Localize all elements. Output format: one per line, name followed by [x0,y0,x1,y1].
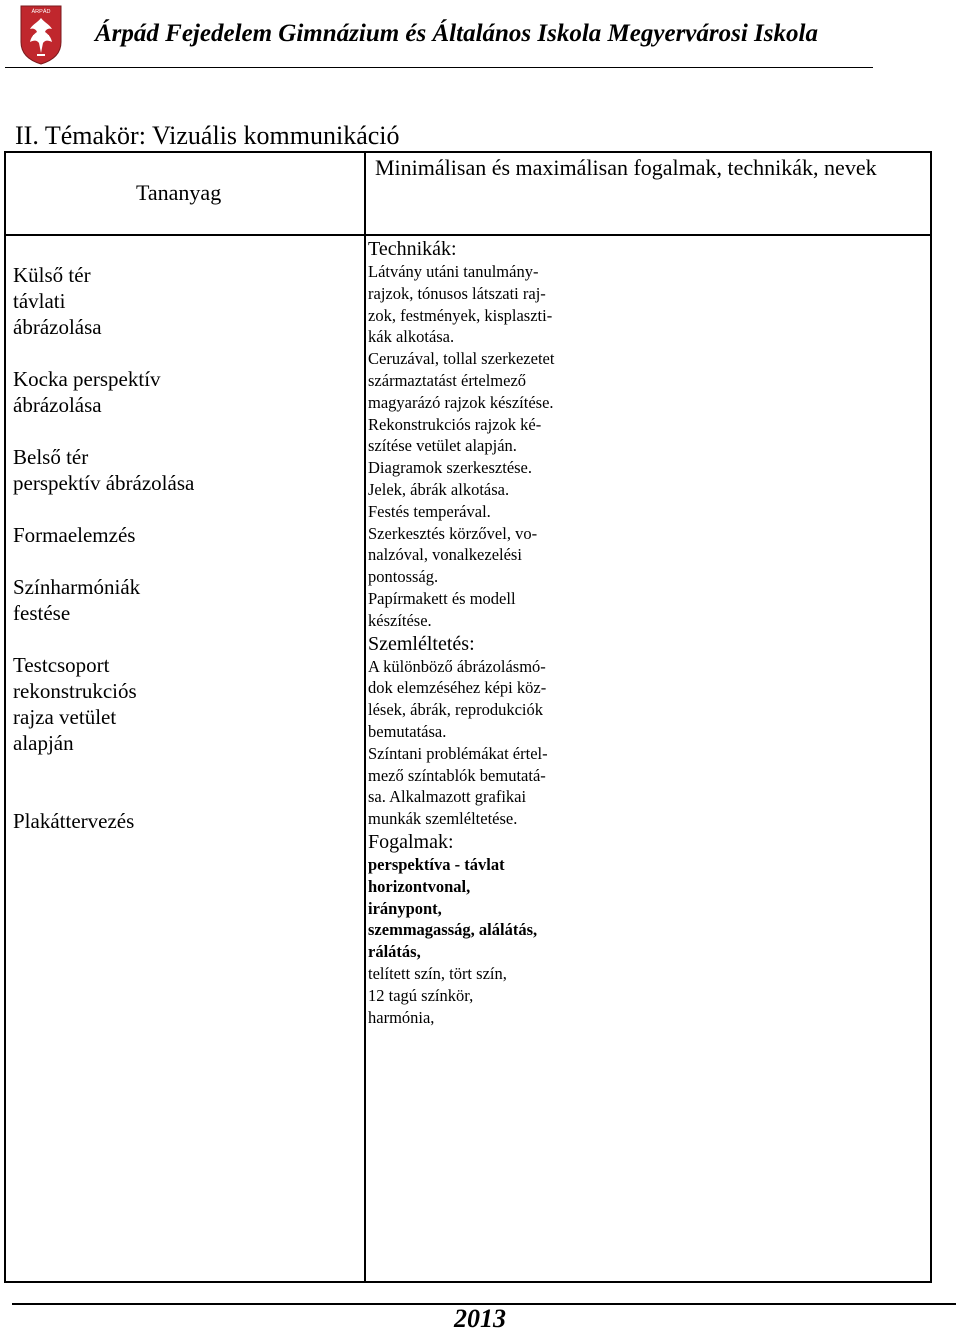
topic-item: Külső tér távlati ábrázolása [13,263,102,339]
szemleltetes-text [368,656,928,830]
technikak-text [368,261,928,632]
text-line: készítése. [368,610,432,630]
text-line: dok elemzéséhez képi köz- [368,678,547,698]
text-line: munkák szemléltetése. [368,809,518,829]
topic-item: Belső tér perspektív ábrázolása [13,445,195,495]
header-divider [5,67,873,68]
fogalmak-heading: Fogalmak: [368,830,454,853]
topic-item: Formaelemzés [13,523,136,547]
footer-year: 2013 [454,1304,506,1333]
text-line: lések, ábrák, reprodukciók [368,700,544,720]
technikak-heading: Technikák: [368,238,457,260]
text-line: A különböző ábrázolásmó- [368,656,546,676]
topic-item: Plakáttervezés [13,809,135,833]
fogalmak-terms [368,963,928,1028]
text-line: sa. Alkalmazott grafikai [368,787,527,807]
topic-item: Színharmóniák festése [13,575,141,625]
text-line: magyarázó rajzok készítése. [368,392,554,412]
topic-item: Testcsoport rekonstrukciós rajza vetület alapján [13,653,137,755]
text-line: Látvány utáni tanulmány- [368,262,539,281]
section-title: II. Témakör: Vizuális kommunikáció [15,121,400,150]
text-line: rajzok, tónusos látszati raj- [368,283,546,303]
text-line: rálátás, [368,942,421,962]
text-line: nalzóval, vonalkezelési [368,545,522,565]
text-line: származtatást értelmező [368,370,527,390]
text-line: Festés temperával. [368,501,491,521]
details-column [368,237,928,1028]
school-crest-icon [18,4,64,66]
text-line: szemmagasság, alálátás, [368,920,538,940]
logo-text: ÁRPÁD [31,9,51,15]
topic-item: Kocka perspektív ábrázolása [13,367,161,417]
fogalmak-bold-terms [368,854,928,963]
text-line: horizontvonal, [368,876,471,896]
school-name: Árpád Fejedelem Gimnázium és Általános Iskola Megyervárosi Iskola [95,20,818,47]
text-line: szítése vetület alapján. [368,436,517,456]
text-line: kák alkotása. [368,327,455,347]
header-row-divider [6,234,930,236]
text-line: Szerkesztés körzővel, vo- [368,523,538,543]
curriculum-table [4,151,932,1283]
text-line: Rekonstrukciós rajzok ké- [368,414,542,434]
text-line: zok, festmények, kisplaszti- [368,305,553,325]
text-line: 12 tagú színkör, [368,985,474,1005]
column-divider [364,153,366,1281]
text-line: Színtani problémákat értel- [368,743,548,763]
text-line: harmónia, [368,1007,435,1027]
text-line: Jelek, ábrák alkotása. [368,479,510,499]
text-line: Ceruzával, tollal szerkezetet [368,349,555,369]
text-line: perspektíva - távlat [368,854,505,874]
szemleltetes-heading: Szemléltetés: [368,632,475,655]
topic-list [13,262,358,860]
page-header [0,0,960,70]
text-line: Diagramok szerkesztése. [368,458,533,478]
text-line: bemutatása. [368,721,447,741]
column-header-fogalmak: Minimálisan és maximálisan fogalmak, technikák, nevek [375,155,877,180]
text-line: pontosság. [368,567,439,587]
text-line: telített szín, tört szín, [368,963,507,983]
text-line: Papírmakett és modell [368,588,516,608]
text-line: iránypont, [368,898,442,918]
column-header-tananyag: Tananyag [136,180,222,205]
text-line: mező színtablók bemutatá- [368,765,546,785]
